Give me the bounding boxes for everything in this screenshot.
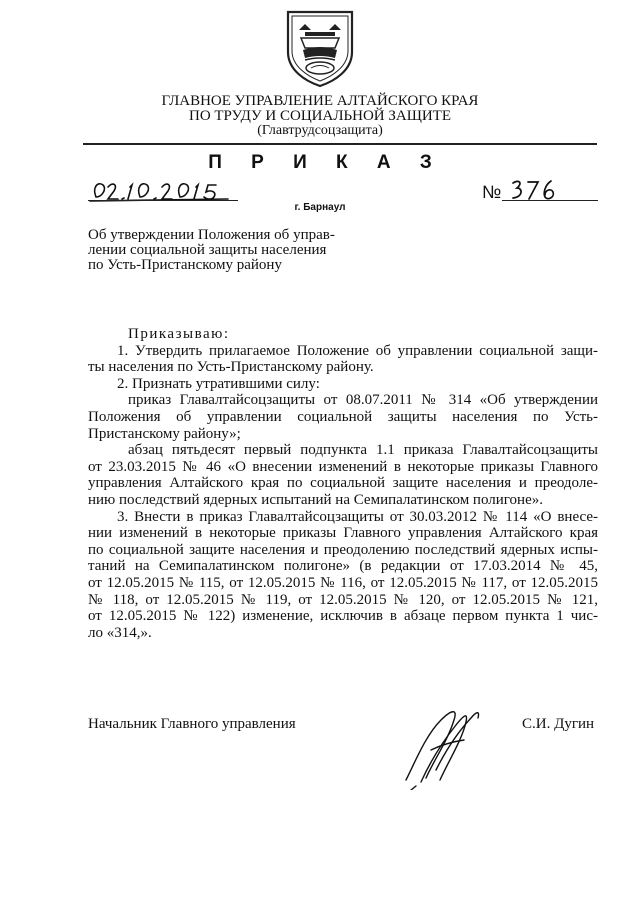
subject-line: Об утверждении Положения об управ- xyxy=(88,227,335,243)
header-divider xyxy=(83,143,597,145)
body-line: от 12.05.2015 № 115, от 12.05.2015 № 116, от 12.05.2015 № 117, от 12.05.2015 xyxy=(88,574,598,591)
body-line: абзац пятьдесят первый подпункта 1.1 приказа Главалтайсоцзащиты xyxy=(128,442,598,459)
subject-line: по Усть-Пристанскому району xyxy=(88,257,282,273)
document-body xyxy=(88,326,598,641)
signatory-position: Начальник Главного управления xyxy=(88,716,296,732)
body-line: Положения об управлении социальной защиты населения по Усть- xyxy=(88,408,598,425)
body-line: ты населения по Усть-Пристанскому району. xyxy=(88,359,374,376)
number-label: № xyxy=(482,182,502,202)
body-line: от 23.03.2015 № 46 «О внесении изменений в некоторые приказы Главного xyxy=(88,458,598,475)
body-line: 1. Утвердить прилагаемое Положение об управлении социальной защи- xyxy=(117,342,598,359)
body-line: приказ Главалтайсоцзащиты от 08.07.2011 № 314 «Об утверждении xyxy=(128,392,598,409)
body-line: № 118, от 12.05.2015 № 119, от 12.05.2015 № 120, от 12.05.2015 № 121, xyxy=(88,591,598,608)
org-name-line1: ГЛАВНОЕ УПРАВЛЕНИЕ АЛТАЙСКОГО КРАЯ xyxy=(161,93,479,109)
body-line: 3. Внести в приказ Главалтайсоцзащиты от 30.03.2012 № 114 «О внесе- xyxy=(117,508,598,525)
body-line: нию последствий ядерных испытаний на Семипалатинском полигоне». xyxy=(88,491,543,508)
body-line: нии изменений в некоторые приказы Главного управления Алтайского края xyxy=(88,525,598,542)
body-line: управления Алтайского края по социальной защите населения и преодоле- xyxy=(88,475,598,492)
body-line: от 12.05.2015 № 122) изменение, исключив в абзаце первом пункта 1 чис- xyxy=(88,608,598,625)
handwritten-signature xyxy=(396,690,496,790)
subject-line: лении социальной защиты населения xyxy=(88,242,327,258)
body-line: по социальной защите населения и преодолению последствий ядерных испы- xyxy=(88,541,598,558)
city-label: г. Барнаул xyxy=(294,202,346,213)
org-short-name: (Главтрудсоцзащита) xyxy=(257,123,383,138)
coat-of-arms-icon xyxy=(283,8,357,88)
body-line: Пристанскому району»; xyxy=(88,425,241,442)
org-name-line2: ПО ТРУДУ И СОЦИАЛЬНОЙ ЗАЩИТЕ xyxy=(188,108,452,124)
body-line: таний на Семипалатинском полигоне» (в редакции от 17.03.2014 № 45, xyxy=(88,558,598,575)
body-line: 2. Признать утратившими силу: xyxy=(117,375,320,392)
signatory-name: С.И. Дугин xyxy=(522,716,595,732)
body-line: ло «314,». xyxy=(88,624,152,641)
order-intro: Приказываю: xyxy=(128,326,230,342)
date-underline xyxy=(88,200,238,201)
number-underline xyxy=(502,200,598,201)
document-title: П Р И К А З xyxy=(208,152,444,173)
document-subject xyxy=(88,228,378,273)
